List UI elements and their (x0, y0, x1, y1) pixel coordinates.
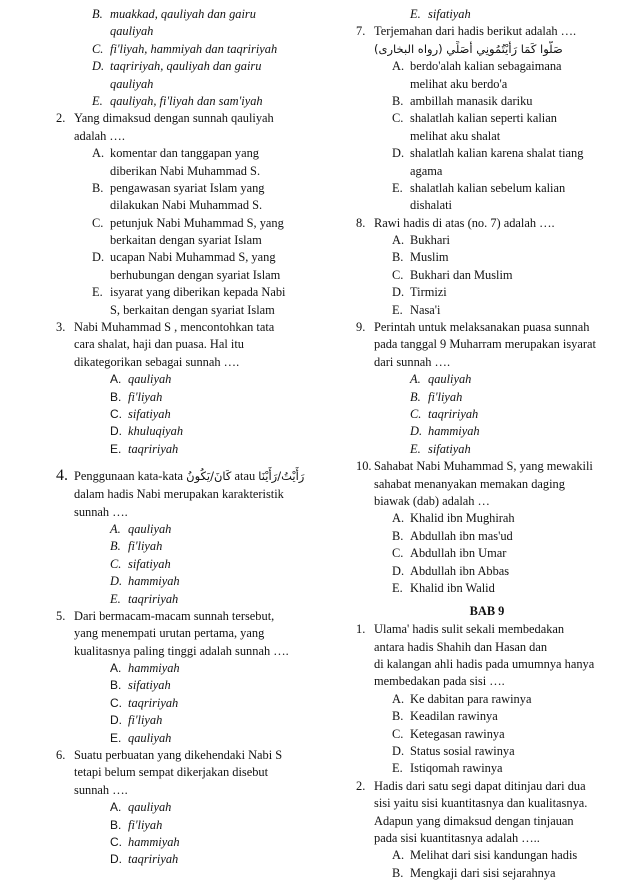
option-a: A. berdo'alah kalian sebagaimana (392, 59, 562, 74)
q1-tail-options (56, 6, 318, 110)
question-text: membedakan pada sisi …. (374, 674, 505, 689)
option-c: C. sifatiyah (110, 556, 171, 571)
option-d-cont: qauliyah (110, 76, 154, 91)
option-c: C. taqririyah (110, 695, 179, 710)
option-c: C. sifatiyah (110, 406, 171, 421)
option-d: D. taqririyah, qauliyah dan gairu (92, 59, 262, 74)
option-e: E. taqririyah (110, 441, 179, 456)
question-text: pada sisi kuantitasnya adalah ….. (374, 830, 540, 845)
option-a: A. qauliyah (410, 372, 472, 387)
option-c: C. Abdullah ibn Umar (392, 546, 507, 561)
question-text: 1. Ulama' hadis sulit sekali membedakan (356, 622, 565, 637)
question-text: 9. Perintah untuk melaksanakan puasa sunnah (356, 320, 590, 335)
question-text: adalah …. (74, 128, 125, 143)
question-text: 8. Rawi hadis di atas (no. 7) adalah …. (356, 215, 555, 230)
option-c: C. Ketegasan rawinya (392, 726, 505, 741)
option-a: A. Bukhari (392, 233, 450, 248)
option-a: A. komentar dan tanggapan yang (92, 146, 259, 161)
question-4 (56, 466, 318, 608)
right-column (356, 6, 618, 882)
option-c: C. Bukhari dan Muslim (392, 267, 513, 282)
option-d: D. shalatlah kalian karena shalat tiang (392, 146, 584, 161)
question-text: 5. Dari bermacam-macam sunnah tersebut, (56, 608, 275, 623)
option-b: B. pengawasan syariat Islam yang (92, 180, 265, 195)
arabic-text: رَأَيْتُ/رَأَيْنَا (258, 469, 305, 484)
question-text: dikategorikan sebagai sunnah …. (74, 354, 240, 369)
option-a: A. hammiyah (110, 661, 180, 676)
option-b: B. Keadilan rawinya (392, 709, 498, 724)
option-a-cont: melihat aku berdo'a (410, 76, 508, 91)
option-b-cont: qauliyah (110, 24, 154, 39)
question-text: tetapi belum sempat dikerjakan disebut (74, 765, 269, 780)
question-10 (356, 458, 618, 597)
option-b: B. muakkad, qauliyah dan gairu (92, 7, 256, 21)
option-a: A. Melihat dari sisi kandungan hadis (392, 848, 578, 863)
question-text: 2. Yang dimaksud dengan sunnah qauliyah (56, 111, 274, 126)
question-text: antara hadis Shahih dan Hasan dan (374, 639, 548, 654)
option-d-cont: agama (410, 163, 443, 178)
option-e: E. taqririyah (110, 591, 179, 606)
option-e: E. shalatlah kalian sebelum kalian (392, 180, 566, 195)
question-text: sunnah …. (74, 504, 128, 519)
option-e-cont: S, berkaitan dengan syariat Islam (110, 302, 275, 317)
question-text: sunnah …. (74, 782, 128, 797)
question-text: 7. Terjemahan dari hadis berikut adalah …. (356, 24, 577, 39)
option-a: A. qauliyah (110, 521, 172, 536)
option-d: D. hammiyah (410, 424, 480, 439)
question-text: 2. Hadis dari satu segi dapat ditinjau dari dua (356, 778, 586, 793)
option-e: E. qauliyah, fi'liyah dan sam'iyah (92, 93, 263, 108)
question-text: 4. Penggunaan kata-kata كَانَ/يَكُونُ atau رَأَيْتُ/رَأَيْنَا (56, 467, 305, 485)
option-a: A. Khalid ibn Mughirah (392, 511, 515, 526)
question-text: dalam hadis Nabi merupakan karakteristik (74, 487, 284, 502)
option-e: E. isyarat yang diberikan kepada Nabi (92, 285, 286, 300)
option-a-cont: diberikan Nabi Muhammad S. (110, 163, 261, 178)
option-b: B. fi'liyah (110, 817, 163, 832)
question-text: sisi yaitu sisi kuantitasnya dan kualitasnya. (374, 796, 588, 811)
question-8 (356, 215, 618, 319)
question-text: dari sunnah …. (374, 354, 451, 369)
option-c-cont: berkaitan dengan syariat Islam (110, 233, 262, 248)
option-e: E. Istiqomah rawinya (392, 761, 503, 776)
option-d: D. taqririyah (110, 852, 179, 867)
option-d: D. Abdullah ibn Abbas (392, 563, 510, 578)
question-text: kualitasnya paling tinggi adalah sunnah …. (74, 643, 289, 658)
question-text: biawak (dab) adalah … (374, 493, 490, 508)
question-9 (356, 319, 618, 458)
option-b: B. Mengkaji dari sisi sejarahnya (392, 865, 556, 880)
option-a: A. qauliyah (110, 372, 172, 387)
section-heading: BAB 9 (469, 604, 505, 619)
option-d: D. hammiyah (110, 574, 180, 589)
option-d: D. Tirmizi (392, 285, 447, 300)
option-e-cont: dishalati (410, 198, 452, 213)
option-d: D. Status sosial rawinya (392, 744, 515, 759)
question-text: 6. Suatu perbuatan yang dikehendaki Nabi S (56, 748, 283, 763)
question-text: Adapun yang dimaksud dengan tinjauan (374, 813, 574, 828)
question-3 (56, 319, 318, 458)
option-c: C. fi'liyah, hammiyah dan taqririyah (92, 41, 278, 56)
question-text: 3. Nabi Muhammad S , mencontohkan tata (56, 320, 275, 335)
question-text: yang menempati urutan pertama, yang (74, 626, 265, 641)
hadith-arabic: صَلُّوا كَمَا رَأَيْتُمُونِي أُصَلِّي (رواه البخارى) (374, 41, 563, 56)
option-d: D. fi'liyah (110, 713, 163, 728)
option-c: C. taqririyah (410, 406, 479, 421)
question-text: sahabat menanyakan memakan daging (374, 476, 565, 491)
question-text: cara shalat, haji dan puasa. Hal itu (74, 337, 244, 352)
option-c-cont: melihat aku shalat (410, 128, 501, 143)
bab9-question-1 (356, 621, 618, 778)
option-b: B. ambillah manasik dariku (392, 93, 533, 108)
question-text: di kalangan ahli hadis pada umumnya hanya (374, 657, 595, 672)
arabic-text: كَانَ/يَكُونُ (186, 469, 232, 484)
question-text: 10. Sahabat Nabi Muhammad S, yang mewakili (356, 459, 593, 474)
option-c: C. shalatlah kalian seperti kalian (392, 111, 557, 126)
option-b: B. Muslim (392, 250, 449, 265)
option-b: B. fi'liyah (410, 389, 463, 404)
question-6 (56, 747, 318, 869)
option-d: D. khuluqiyah (110, 424, 184, 439)
option-a: A. qauliyah (110, 800, 172, 815)
question-text: pada tanggal 9 Muharram merupakan isyarat (374, 337, 596, 352)
option-c: C. hammiyah (110, 834, 180, 849)
option-d-cont: berhubungan dengan syariat Islam (110, 267, 281, 282)
option-c: C. petunjuk Nabi Muhammad S, yang (92, 215, 284, 230)
question-7 (356, 23, 618, 214)
option-e: E. sifatiyah (410, 441, 471, 456)
option-d: D. ucapan Nabi Muhammad S, yang (92, 250, 276, 265)
option-b: B. Abdullah ibn mas'ud (392, 528, 513, 543)
option-e: E. Khalid ibn Walid (392, 580, 495, 595)
option-b: B. fi'liyah (110, 539, 163, 554)
option-e: E. qauliyah (110, 730, 172, 745)
option-b: B. fi'liyah (110, 389, 163, 404)
q6-option-e: E. sifatiyah (410, 7, 471, 21)
option-b-cont: dilakukan Nabi Muhammad S. (110, 198, 263, 213)
question-2 (56, 110, 318, 319)
option-a: A. Ke dabitan para rawinya (392, 691, 532, 706)
bab9-question-2 (356, 778, 618, 882)
left-column (56, 6, 318, 869)
question-5 (56, 608, 318, 747)
option-b: B. sifatiyah (110, 678, 171, 693)
option-e: E. Nasa'i (392, 302, 441, 317)
